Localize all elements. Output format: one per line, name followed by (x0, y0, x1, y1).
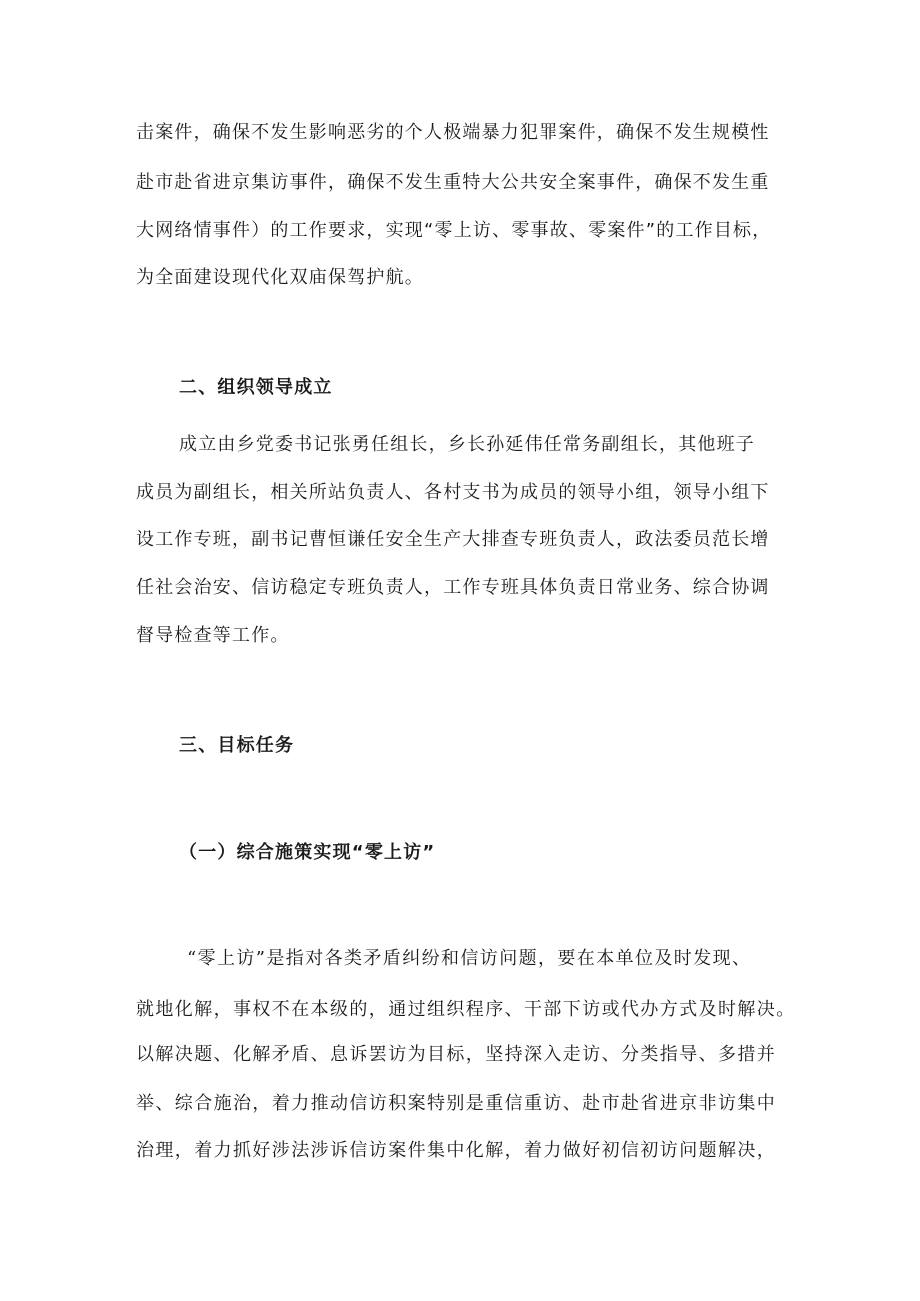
paragraph-1-line-1: 击案件，确保不发生影响恶劣的个人极端暴力犯罪案件，确保不发生规模性 (136, 122, 770, 143)
section-3-line-4: 举、综合施治，着力推动信访积案特别是重信重访、赴市赴省进京非访集中 (136, 1093, 777, 1114)
section-3-line-5: 治理，着力抓好涉法涉诉信访案件集中化解，着力做好初信初访问题解决， (136, 1140, 777, 1161)
section-2-line-3: 设工作专班，副书记曹恒谦任安全生产大排查专班负责人，政法委员范长增 (136, 529, 770, 550)
section-3-subheading: （一）综合施策实现“零上访” (179, 842, 436, 863)
paragraph-1-line-2: 赴市赴省进京集访事件，确保不发生重特大公共安全案事件，确保不发生重 (136, 172, 770, 193)
section-3-line-1: “零上访”是指对各类矛盾纠纷和信访问题，要在本单位及时发现、 (187, 948, 752, 969)
section-3-line-2: 就地化解，事权不在本级的，通过组织程序、干部下访或代办方式及时解决。 (136, 999, 796, 1020)
section-2-line-5: 督导检查等工作。 (136, 625, 290, 646)
section-3-line-3: 以解决题、化解矛盾、息诉罢访为目标，坚持深入走访、分类指导、多措并 (136, 1044, 777, 1065)
section-3-heading: 三、目标任务 (179, 735, 295, 756)
paragraph-1-line-4: 为全面建设现代化双庙保驾护航。 (136, 267, 424, 288)
section-2-heading: 二、组织领导成立 (179, 377, 333, 398)
section-2-line-4: 任社会治安、信访稳定专班负责人，工作专班具体负责日常业务、综合协调 (136, 577, 770, 598)
section-2-line-1: 成立由乡党委书记张勇任组长，乡长孙延伟任常务副组长，其他班子 (179, 434, 755, 455)
section-2-line-2: 成员为副组长，相关所站负责人、各村支书为成员的领导小组，领导小组下 (136, 482, 770, 503)
paragraph-1-line-3: 大网络情事件）的工作要求，实现“零上访、零事故、零案件”的工作目标， (136, 220, 772, 241)
